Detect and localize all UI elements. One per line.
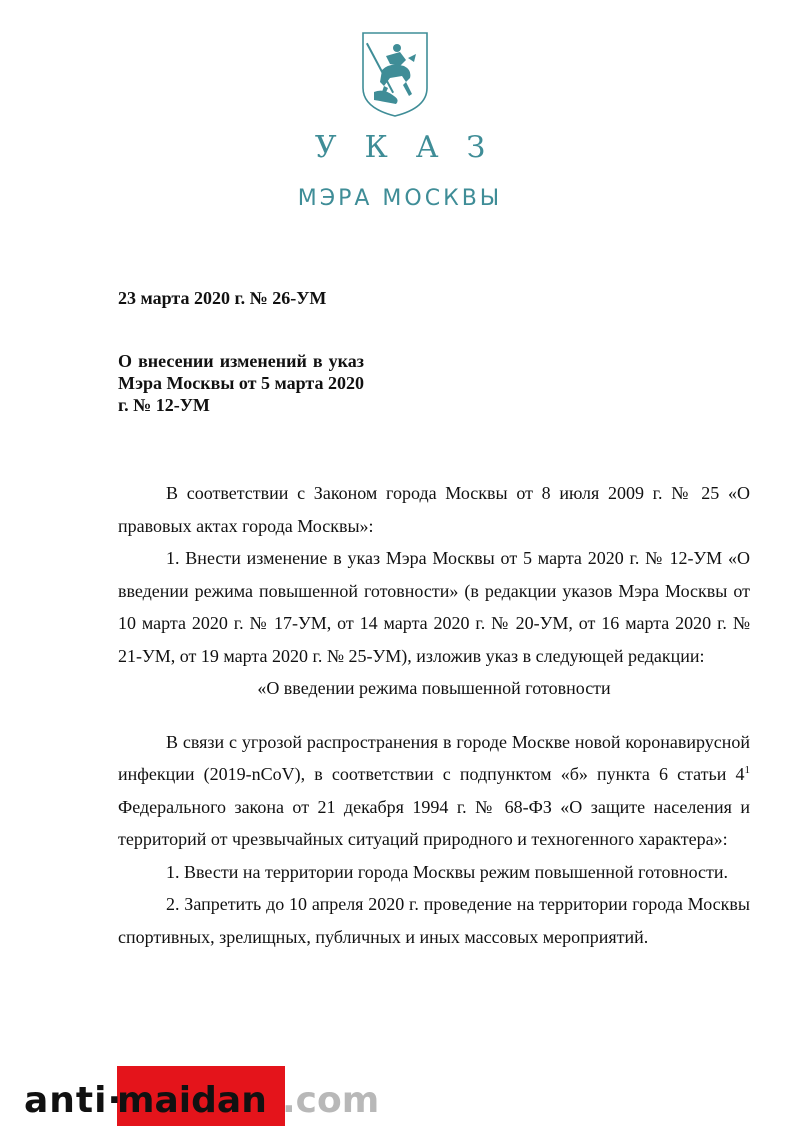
moscow-coat-of-arms-icon — [360, 30, 430, 118]
article-superscript: 1 — [744, 764, 750, 776]
decree-body — [118, 477, 750, 953]
decree-date-number: 23 марта 2020 г. № 26-УМ — [118, 288, 327, 308]
watermark-text-anti: anti· — [24, 1080, 123, 1121]
site-watermark — [24, 1066, 380, 1128]
paragraph-new-title: «О введении режима повышенной готовности — [257, 678, 611, 698]
decree-subject: О внесении изменений в указ Мэра Москвы от 5 марта 2020 г. № 12-УМ — [118, 351, 364, 415]
basis-text-start: В связи с угрозой распространения в городе Москве новой коронавирусной инфекции (2019-nCoV), в соответствии с подпунктом «б» пункта 6 статьи 4 — [118, 731, 750, 784]
paragraph-point-2: 2. Запретить до 10 апреля 2020 г. проведение на территории города Москвы спортивных, зрелищных, публичных и иных массовых мероприятий. — [118, 894, 750, 947]
paragraph-preamble: В соответствии с Законом города Москвы от 8 июля 2009 г. № 25 «О правовых актах города Москвы»: — [118, 483, 750, 536]
paragraph-basis — [118, 726, 750, 856]
document-title: УКАЗ — [314, 130, 514, 165]
document-issuer: МЭРА МОСКВЫ — [297, 186, 503, 211]
paragraph-item-1: 1. Внести изменение в указ Мэра Москвы от 5 марта 2020 г. № 12-УМ «О введении режима повышенной готовности» (в редакции указов Мэра Москвы от 10 марта 2020 г. № 17-УМ, от 14 марта 2020 г. № 20-УМ, от 16 марта 2020 г. № 21-УМ, от 19 марта 2020 г. № 25-УМ), изложив указ в следующей редакции: — [118, 548, 750, 666]
basis-text-end: Федерального закона от 21 декабря 1994 г. № 68-ФЗ «О защите населения и территорий от чрезвычайных ситуаций природного и техногенного характера»: — [118, 796, 750, 849]
watermark-text-maidan: maidan — [117, 1080, 267, 1121]
paragraph-point-1: 1. Ввести на территории города Москвы режим повышенной готовности. — [166, 861, 729, 882]
watermark-text-com: .com — [282, 1080, 380, 1121]
